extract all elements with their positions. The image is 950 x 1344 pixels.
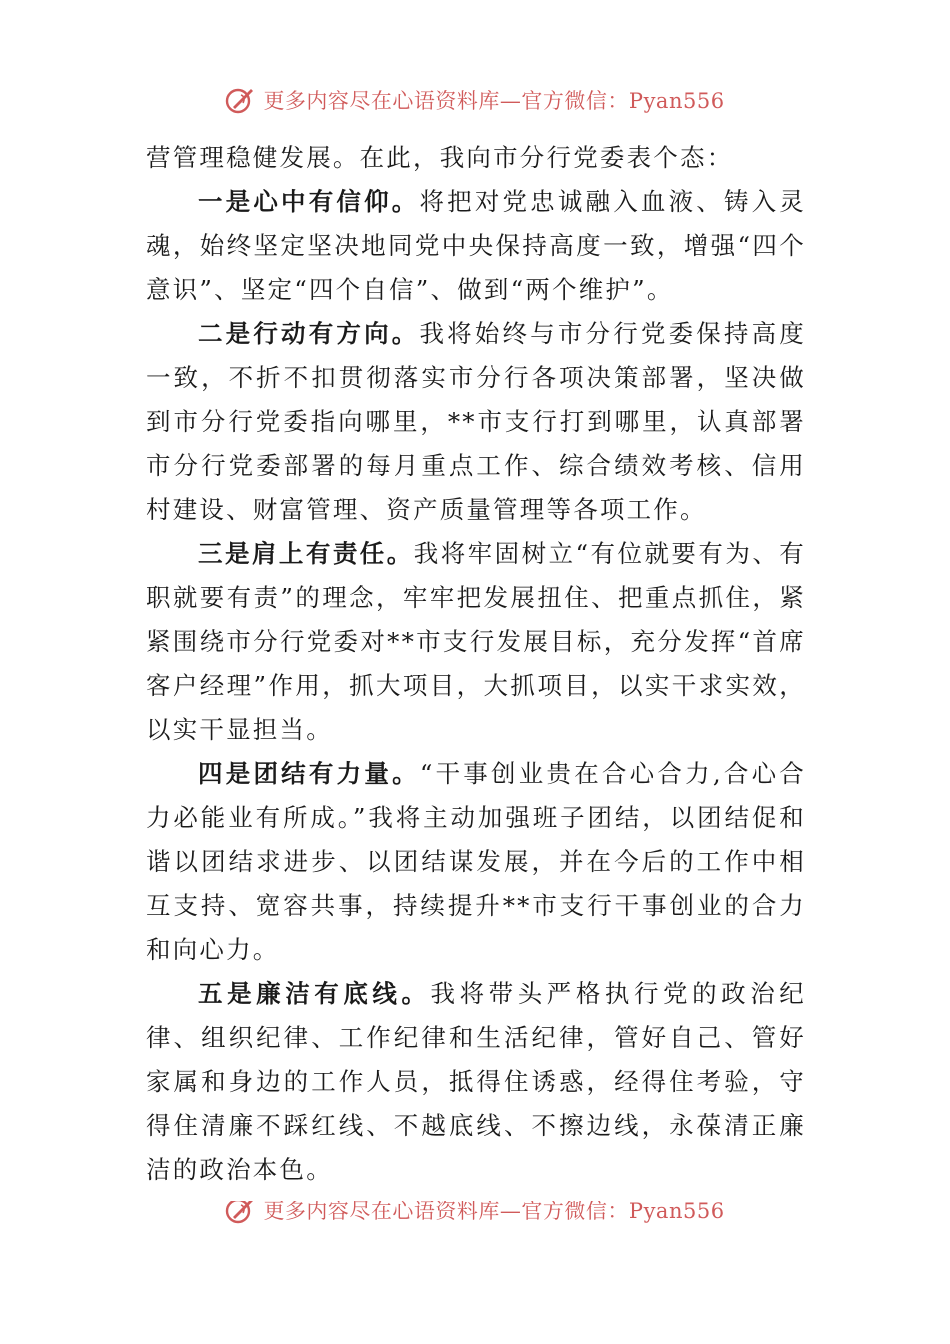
paragraph-lead: 三是肩上有责任。	[198, 539, 414, 568]
paragraph-text: 将把对党忠诚融入血液、铸入灵魂，始终坚定坚决地同党中央保持高度一致，增强“四个意识”、坚定“四个自信”、做到“两个维护”。	[146, 187, 806, 304]
header-watermark	[0, 80, 950, 120]
watermark-text: 更多内容尽在心语资料库—官方微信：Pyan556	[263, 89, 725, 113]
watermark-text: 更多内容尽在心语资料库—官方微信：Pyan556	[263, 1201, 725, 1223]
paragraph-point-2	[146, 312, 806, 532]
paragraph-point-5	[146, 972, 806, 1192]
paragraph-text: 营管理稳健发展。在此，我向市分行党委表个态：	[146, 143, 734, 172]
paragraph-lead: 一是心中有信仰。	[198, 187, 420, 216]
paragraph-point-4	[146, 752, 806, 972]
paragraph-text: “干事创业贵在合心合力,合心合力必能业有所成。”我将主动加强班子团结，以团结促和谐以团结求进步、以团结谋发展，并在今后的工作中相互支持、宽容共事，持续提升**市支行干事创业的合力和向心力。	[146, 759, 806, 964]
quill-pen-logo-icon	[225, 85, 255, 115]
paragraph-lead: 二是行动有方向。	[198, 319, 420, 348]
paragraph-text: 我将始终与市分行党委保持高度一致，不折不扣贯彻落实市分行各项决策部署，坚决做到市分行党委指向哪里，**市支行打到哪里，认真部署市分行党委部署的每月重点工作、综合绩效考核、信用村建设、财富管理、资产质量管理等各项工作。	[146, 319, 806, 524]
paragraph-text: 我将牢固树立“有位就要有为、有职就要有责”的理念，牢牢把发展扭住、把重点抓住，紧紧围绕市分行党委对**市支行发展目标，充分发挥“首席客户经理”作用，抓大项目，大抓项目，以实干求实效，以实干显担当。	[146, 539, 806, 744]
quill-pen-logo-icon	[225, 1201, 255, 1225]
document-body	[146, 136, 806, 1192]
paragraph-lead: 四是团结有力量。	[198, 759, 420, 788]
paragraph-intro	[146, 136, 806, 180]
paragraph-point-3	[146, 532, 806, 752]
paragraph-point-1	[146, 180, 806, 312]
paragraph-text: 我将带头严格执行党的政治纪律、组织纪律、工作纪律和生活纪律，管好自己、管好家属和身边的工作人员，抵得住诱惑，经得住考验，守得住清廉不踩红线、不越底线、不擦边线，永葆清正廉洁的政治本色。	[146, 979, 806, 1184]
paragraph-lead: 五是廉洁有底线。	[198, 979, 431, 1008]
footer-watermark	[0, 1201, 950, 1233]
